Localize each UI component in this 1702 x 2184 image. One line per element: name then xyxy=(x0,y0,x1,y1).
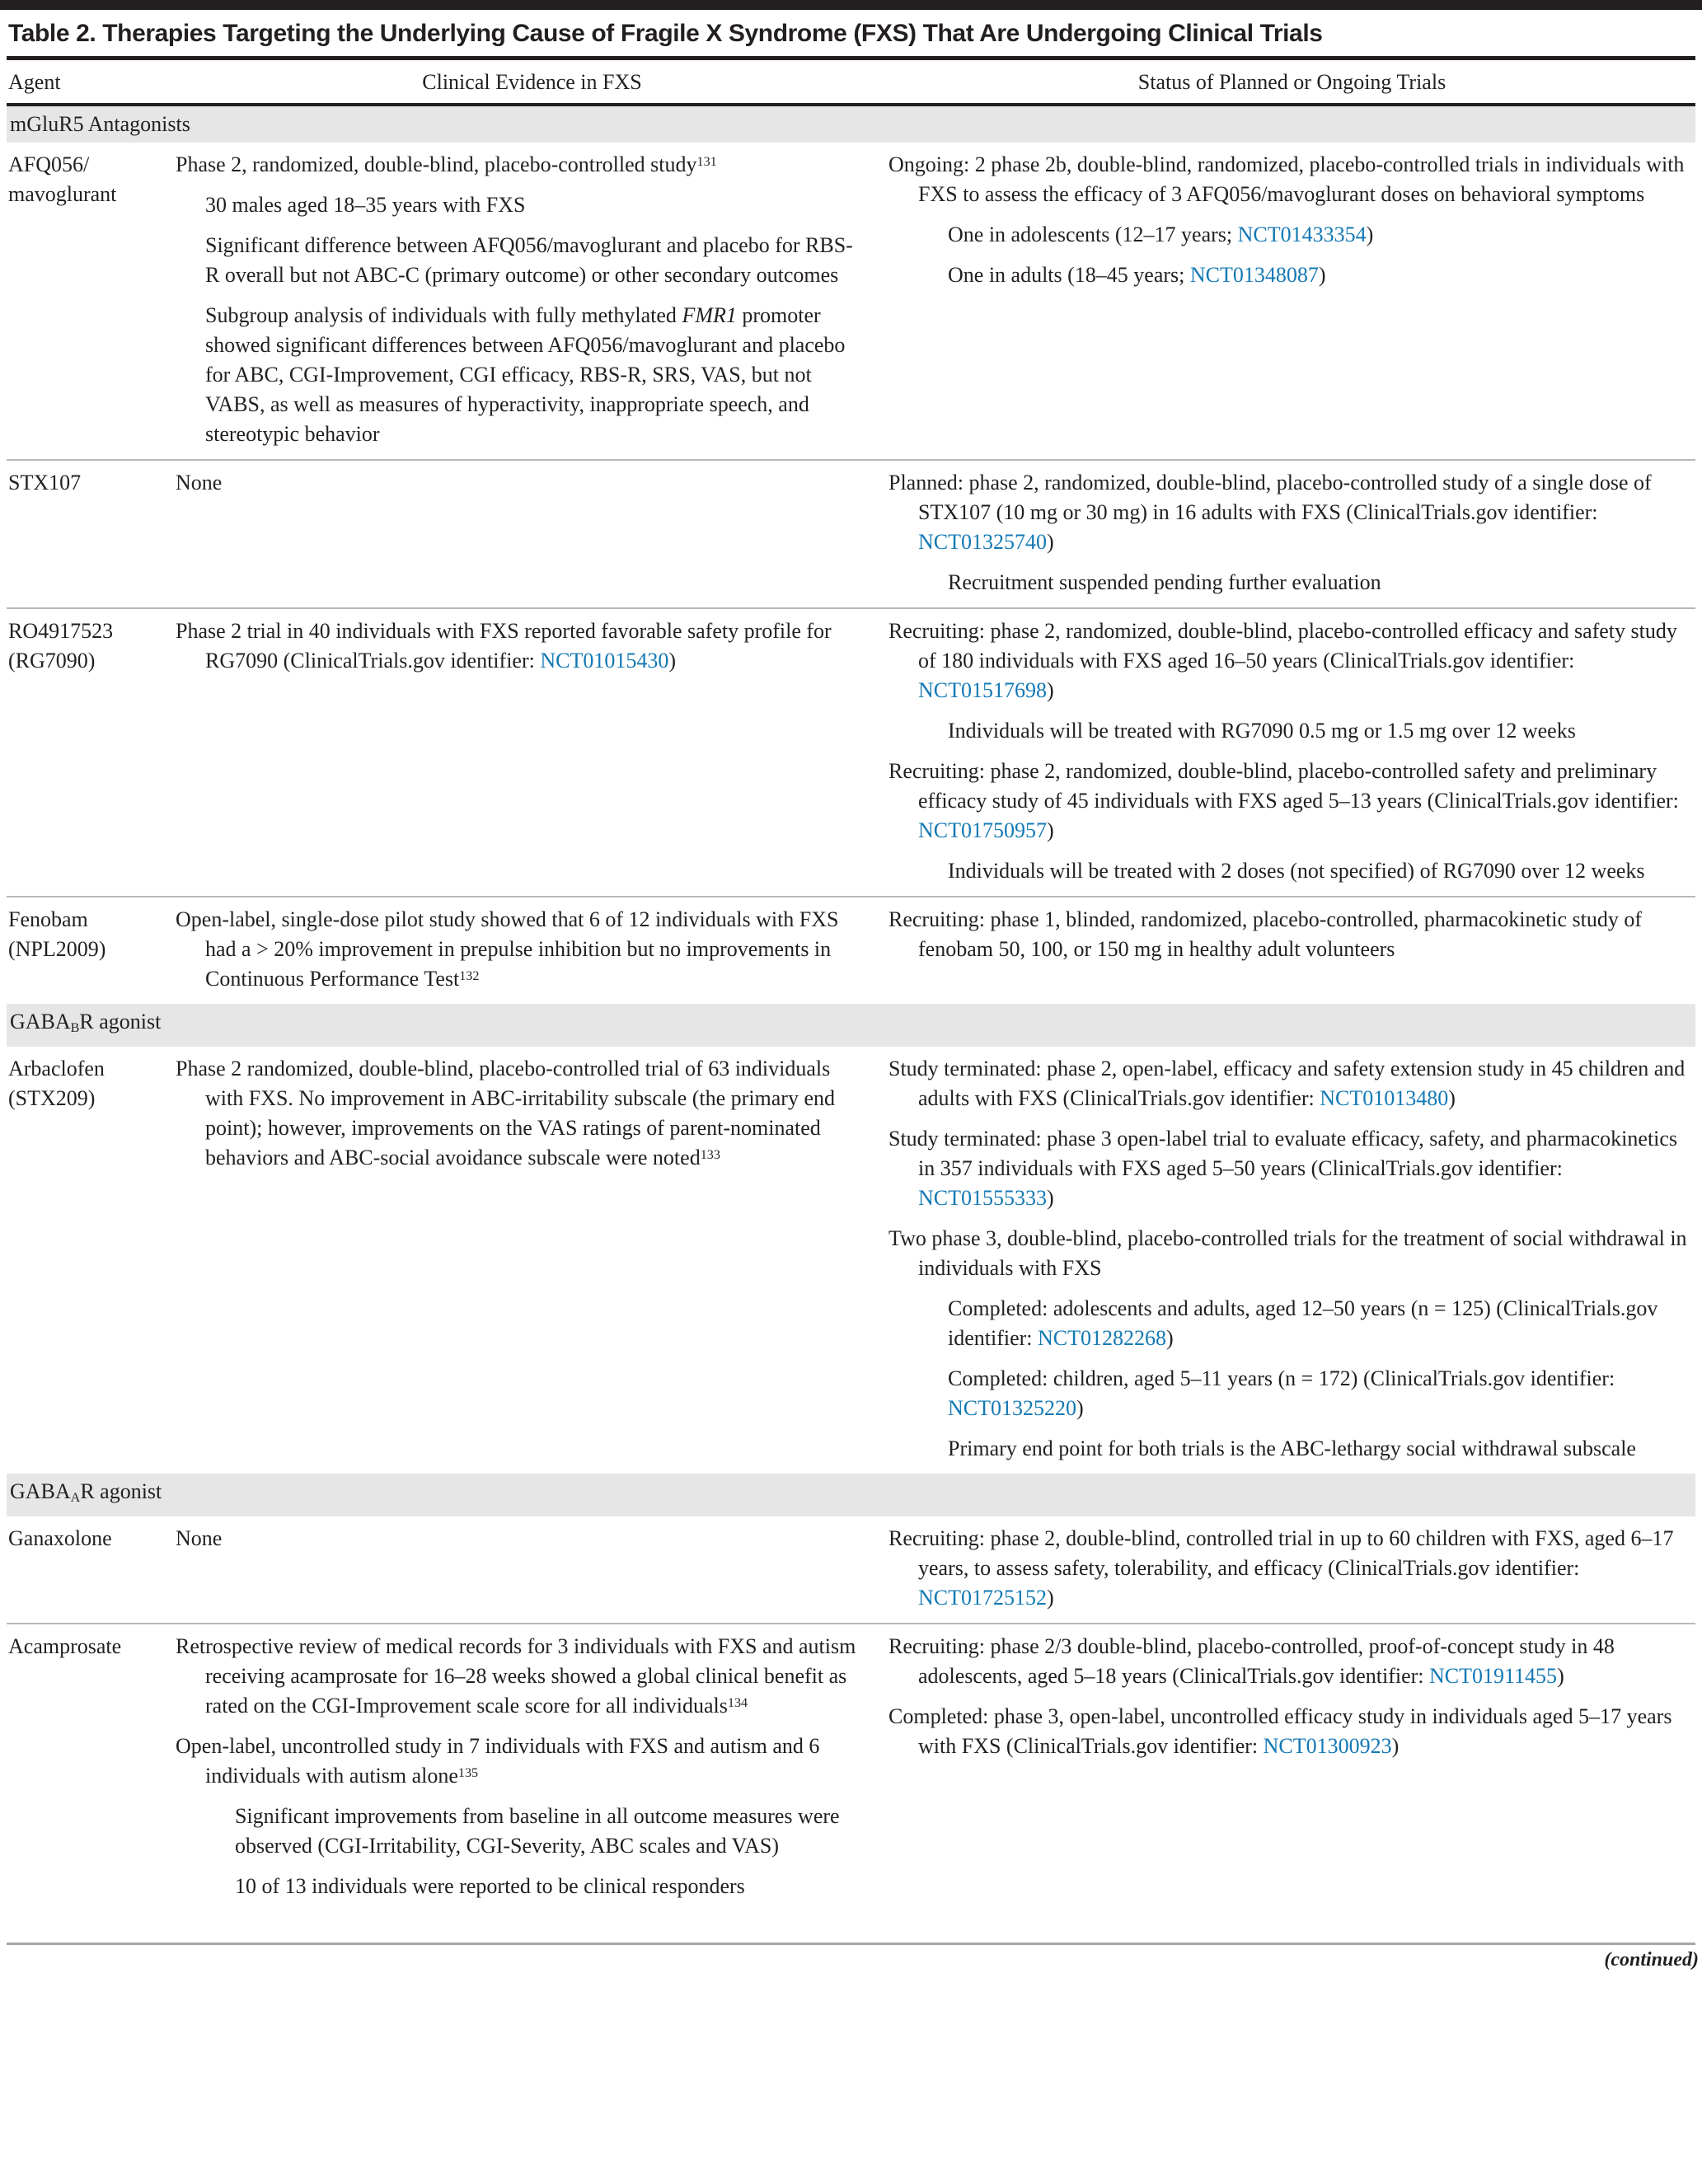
subscript: B xyxy=(70,1021,80,1036)
section-header-band xyxy=(7,1474,1695,1516)
table-row xyxy=(7,1516,1695,1623)
text-segment: Ongoing: 2 phase 2b, double-blind, randomized, placebo-controlled trials in individuals with FXS to assess the efficacy of 3 AFQ056/mavoglurant doses on behavioral symptoms xyxy=(889,152,1685,206)
trial-status-cell xyxy=(889,905,1695,994)
text-segment: Phase 2 randomized, double-blind, placebo-controlled trial of 63 individuals with FXS. No improvement in ABC-irritability subscale (the primary end point); however, improvements on the VAS ratings of parent-nominated behaviors and ABC-social avoidance subscale were noted xyxy=(176,1057,836,1170)
cell-paragraph xyxy=(889,1632,1690,1691)
agent-cell xyxy=(7,468,176,598)
nct-link[interactable]: NCT01750957 xyxy=(918,818,1047,842)
cell-paragraph xyxy=(889,616,1690,705)
section-header-band xyxy=(7,106,1695,143)
cell-paragraph xyxy=(235,1802,860,1861)
cell-paragraph xyxy=(889,150,1690,209)
text-segment: ) xyxy=(1318,263,1326,287)
text-segment: Study terminated: phase 2, open-label, efficacy and safety extension study in 45 children and adults with FXS (ClinicalTrials.gov identifier: xyxy=(889,1057,1686,1111)
cell-paragraph xyxy=(176,1054,860,1173)
text-segment: 10 of 13 individuals were reported to be clinical responders xyxy=(235,1874,745,1899)
text-segment: Study terminated: phase 3 open-label trial to evaluate efficacy, safety, and pharmacokinetics in 357 individuals with FXS aged 5–50 years (ClinicalTrials.gov identifier: xyxy=(889,1127,1678,1181)
agent-name-line: (STX209) xyxy=(8,1086,96,1111)
text-segment: 30 males aged 18–35 years with FXS xyxy=(205,193,526,217)
text-segment: Recruiting: phase 2/3 double-blind, placebo-controlled, proof-of-concept study in 48 adolescents, aged 5–18 years (ClinicalTrials.gov identifier: xyxy=(889,1634,1615,1689)
cell-paragraph xyxy=(176,150,860,180)
table-row xyxy=(7,1623,1695,1911)
text-segment: Completed: phase 3, open-label, uncontrolled efficacy study in individuals aged 5–17 years with FXS (ClinicalTrials.gov identifier: xyxy=(889,1704,1672,1759)
clinical-evidence-cell xyxy=(176,1054,889,1464)
trial-status-cell xyxy=(889,1054,1695,1464)
text-segment: R agonist xyxy=(79,1010,162,1033)
table-row xyxy=(7,896,1695,1004)
text-segment: Significant improvements from baseline in all outcome measures were observed (CGI-Irritability, CGI-Severity, ABC scales and VAS) xyxy=(235,1804,840,1858)
text-segment: Planned: phase 2, randomized, double-blind, placebo-controlled study of a single dose of STX107 (10 mg or 30 mg) in 16 adults with FXS (ClinicalTrials.gov identifier: xyxy=(889,471,1652,524)
nct-link[interactable]: NCT01282268 xyxy=(1038,1326,1167,1351)
nct-link[interactable]: NCT01300923 xyxy=(1263,1734,1392,1759)
cell-paragraph xyxy=(205,190,860,220)
text-segment: ) xyxy=(1047,530,1054,554)
table-body xyxy=(7,106,1695,1911)
text-segment: None xyxy=(176,1526,223,1551)
text-segment: ) xyxy=(1047,678,1054,702)
text-segment: ) xyxy=(1047,818,1054,842)
trial-status-cell xyxy=(889,616,1695,886)
text-segment: Completed: adolescents and adults, aged 12–50 years (n = 125) (ClinicalTrials.gov identifier: xyxy=(948,1296,1658,1351)
trial-status-cell xyxy=(889,150,1695,449)
text-segment: promoter showed significant differences between AFQ056/mavoglurant and placebo for ABC, CGI-Improvement, CGI efficacy, RBS-R, SRS, VAS, but not VABS, as well as measures of hyperactivity, inappropriate speech, and stereotypic behavior xyxy=(205,303,846,446)
reference-superscript: 132 xyxy=(459,968,480,983)
cell-paragraph xyxy=(176,905,860,994)
nct-link[interactable]: NCT01015430 xyxy=(540,649,669,673)
agent-cell xyxy=(7,1632,176,1901)
text-segment: Retrospective review of medical records for 3 individuals with FXS and autism receiving acamprosate for 16–28 weeks showed a global clinical benefit as rated on the CGI-Improvement scale score for all individuals xyxy=(176,1634,856,1718)
nct-link[interactable]: NCT01433354 xyxy=(1237,223,1367,246)
nct-link[interactable]: NCT01555333 xyxy=(918,1186,1047,1211)
cell-paragraph xyxy=(948,1434,1690,1464)
nct-link[interactable]: NCT01325220 xyxy=(948,1396,1076,1421)
cell-paragraph xyxy=(176,1524,860,1554)
reference-superscript: 133 xyxy=(700,1147,720,1162)
cell-paragraph xyxy=(948,260,1690,290)
text-segment: Completed: children, aged 5–11 years (n = 172) (ClinicalTrials.gov identifier: xyxy=(948,1366,1615,1391)
trial-status-cell xyxy=(889,1632,1695,1901)
text-segment: ) xyxy=(1047,1186,1054,1211)
top-rule-bar xyxy=(0,0,1702,10)
cell-paragraph xyxy=(948,220,1690,250)
column-header-evidence: Clinical Evidence in FXS xyxy=(422,70,642,94)
text-segment: ) xyxy=(1366,223,1374,246)
cell-paragraph xyxy=(948,716,1690,746)
cell-paragraph xyxy=(889,757,1690,846)
table-row xyxy=(7,607,1695,896)
cell-paragraph xyxy=(176,1632,860,1721)
nct-link[interactable]: NCT01325740 xyxy=(918,530,1047,554)
section-header-band xyxy=(7,1004,1695,1047)
text-segment: ) xyxy=(1557,1664,1564,1689)
text-segment: mGluR5 Antagonists xyxy=(10,112,190,136)
text-segment: Phase 2 trial in 40 individuals with FXS reported favorable safety profile for RG7090 (ClinicalTrials.gov identifier: xyxy=(176,619,832,673)
text-segment: Individuals will be treated with RG7090 0.5 mg or 1.5 mg over 12 weeks xyxy=(948,719,1576,743)
text-segment: Phase 2, randomized, double-blind, placebo-controlled study xyxy=(176,152,697,176)
column-header-status: Status of Planned or Ongoing Trials xyxy=(1137,70,1446,94)
cell-paragraph xyxy=(889,1702,1690,1761)
text-segment: Individuals will be treated with 2 doses (not specified) of RG7090 over 12 weeks xyxy=(948,859,1645,883)
cell-paragraph xyxy=(889,905,1690,964)
text-segment: Primary end point for both trials is the ABC-lethargy social withdrawal subscale xyxy=(948,1436,1636,1461)
nct-link[interactable]: NCT01517698 xyxy=(918,678,1047,702)
text-segment: GABA xyxy=(10,1010,71,1033)
cell-paragraph xyxy=(889,468,1690,557)
agent-name-line: AFQ056/ xyxy=(8,152,90,176)
cell-paragraph xyxy=(235,1872,860,1901)
continued-note: (continued) xyxy=(1604,1949,1699,1971)
text-segment: Recruiting: phase 2, randomized, double-blind, placebo-controlled safety and preliminary efficacy study of 45 individuals with FXS aged 5–13 years (ClinicalTrials.gov identifier: xyxy=(889,759,1679,813)
nct-link[interactable]: NCT01348087 xyxy=(1189,263,1319,287)
agent-name-line: (RG7090) xyxy=(8,649,96,673)
text-segment: Open-label, uncontrolled study in 7 individuals with FXS and autism and 6 individuals with autism alone xyxy=(176,1734,820,1788)
reference-superscript: 134 xyxy=(727,1695,748,1710)
column-header-row xyxy=(7,60,1695,106)
cell-paragraph xyxy=(176,616,860,676)
agent-name-line: Fenobam xyxy=(8,907,88,931)
agent-cell xyxy=(7,1054,176,1464)
text-segment: ) xyxy=(1166,1326,1174,1351)
text-segment: GABA xyxy=(10,1479,71,1504)
agent-name-line: Acamprosate xyxy=(8,1634,122,1659)
agent-cell xyxy=(7,905,176,994)
agent-name-line: mavoglurant xyxy=(8,182,117,206)
trial-status-cell xyxy=(889,1524,1695,1613)
clinical-evidence-cell xyxy=(176,468,889,598)
text-segment: ) xyxy=(1391,1734,1400,1759)
agent-cell xyxy=(7,150,176,449)
reference-superscript: 135 xyxy=(457,1765,479,1780)
cell-paragraph xyxy=(889,1224,1690,1283)
text-segment: Recruiting: phase 2, randomized, double-blind, placebo-controlled efficacy and safety study of 180 individuals with FXS aged 16–50 years (ClinicalTrials.gov identifier: xyxy=(889,619,1677,673)
text-segment: One in adults (18–45 years; xyxy=(948,263,1190,287)
text-segment: R agonist xyxy=(80,1479,162,1504)
text-segment: Recruitment suspended pending further evaluation xyxy=(948,570,1381,594)
text-segment: ) xyxy=(1076,1396,1084,1421)
cell-paragraph xyxy=(948,568,1690,598)
agent-name-line: RO4917523 xyxy=(8,619,114,643)
clinical-evidence-cell xyxy=(176,1524,889,1613)
agent-name-line: (NPL2009) xyxy=(8,937,106,961)
clinical-evidence-cell xyxy=(176,905,889,994)
reference-superscript: 131 xyxy=(696,154,717,169)
text-segment: Subgroup analysis of individuals with fully methylated xyxy=(205,303,682,327)
gene-name-italic: FMR1 xyxy=(682,303,737,327)
clinical-evidence-cell xyxy=(176,1632,889,1901)
subscript: A xyxy=(70,1491,81,1506)
clinical-trials-table xyxy=(7,56,1695,1911)
text-segment: Significant difference between AFQ056/mavoglurant and placebo for RBS-R overall but not ABC-C (primary outcome) or other secondary outcomes xyxy=(205,233,853,287)
agent-cell xyxy=(7,616,176,886)
cell-paragraph xyxy=(176,1732,860,1791)
clinical-evidence-cell xyxy=(176,150,889,449)
cell-paragraph xyxy=(205,231,860,290)
cell-paragraph xyxy=(889,1524,1690,1613)
agent-cell xyxy=(7,1524,176,1613)
text-segment: Recruiting: phase 1, blinded, randomized, placebo-controlled, pharmacokinetic study of fenobam 50, 100, or 150 mg in healthy adult volunteers xyxy=(889,907,1643,961)
text-segment: One in adolescents (12–17 years; xyxy=(948,223,1238,246)
text-segment: Open-label, single-dose pilot study showed that 6 of 12 individuals with FXS had a > 20% improvement in prepulse inhibition but no improvements in Continuous Performance Test xyxy=(176,907,839,991)
cell-paragraph xyxy=(176,468,860,498)
cell-paragraph xyxy=(948,1364,1690,1423)
bottom-rule xyxy=(7,1943,1695,1945)
cell-paragraph xyxy=(889,1124,1690,1213)
cell-paragraph xyxy=(948,1294,1690,1353)
text-segment: Recruiting: phase 2, double-blind, controlled trial in up to 60 children with FXS, aged 6–17 years, to assess safety, tolerability, and efficacy (ClinicalTrials.gov identifier: xyxy=(889,1526,1674,1581)
nct-link[interactable]: NCT01725152 xyxy=(918,1586,1047,1610)
cell-paragraph xyxy=(948,856,1690,886)
agent-name-line: Ganaxolone xyxy=(8,1526,112,1551)
agent-name-line: STX107 xyxy=(8,471,82,494)
nct-link[interactable]: NCT01911455 xyxy=(1429,1664,1558,1689)
table-title: Table 2. Therapies Targeting the Underlying Cause of Fragile X Syndrome (FXS) That Are Undergoing Clinical Trials xyxy=(8,20,1323,47)
text-segment: ) xyxy=(668,649,677,673)
table-row xyxy=(7,143,1695,459)
clinical-evidence-cell xyxy=(176,616,889,886)
agent-name-line: Arbaclofen xyxy=(8,1057,105,1081)
cell-paragraph xyxy=(205,301,860,449)
table-row xyxy=(7,459,1695,607)
text-segment: ) xyxy=(1448,1086,1456,1111)
text-segment: ) xyxy=(1047,1586,1054,1610)
trial-status-cell xyxy=(889,468,1695,598)
text-segment: Two phase 3, double-blind, placebo-controlled trials for the treatment of social withdrawal in individuals with FXS xyxy=(889,1226,1687,1281)
table-row xyxy=(7,1047,1695,1474)
cell-paragraph xyxy=(889,1054,1690,1113)
nct-link[interactable]: NCT01013480 xyxy=(1320,1086,1449,1111)
column-header-agent: Agent xyxy=(8,70,61,94)
text-segment: None xyxy=(176,471,223,494)
